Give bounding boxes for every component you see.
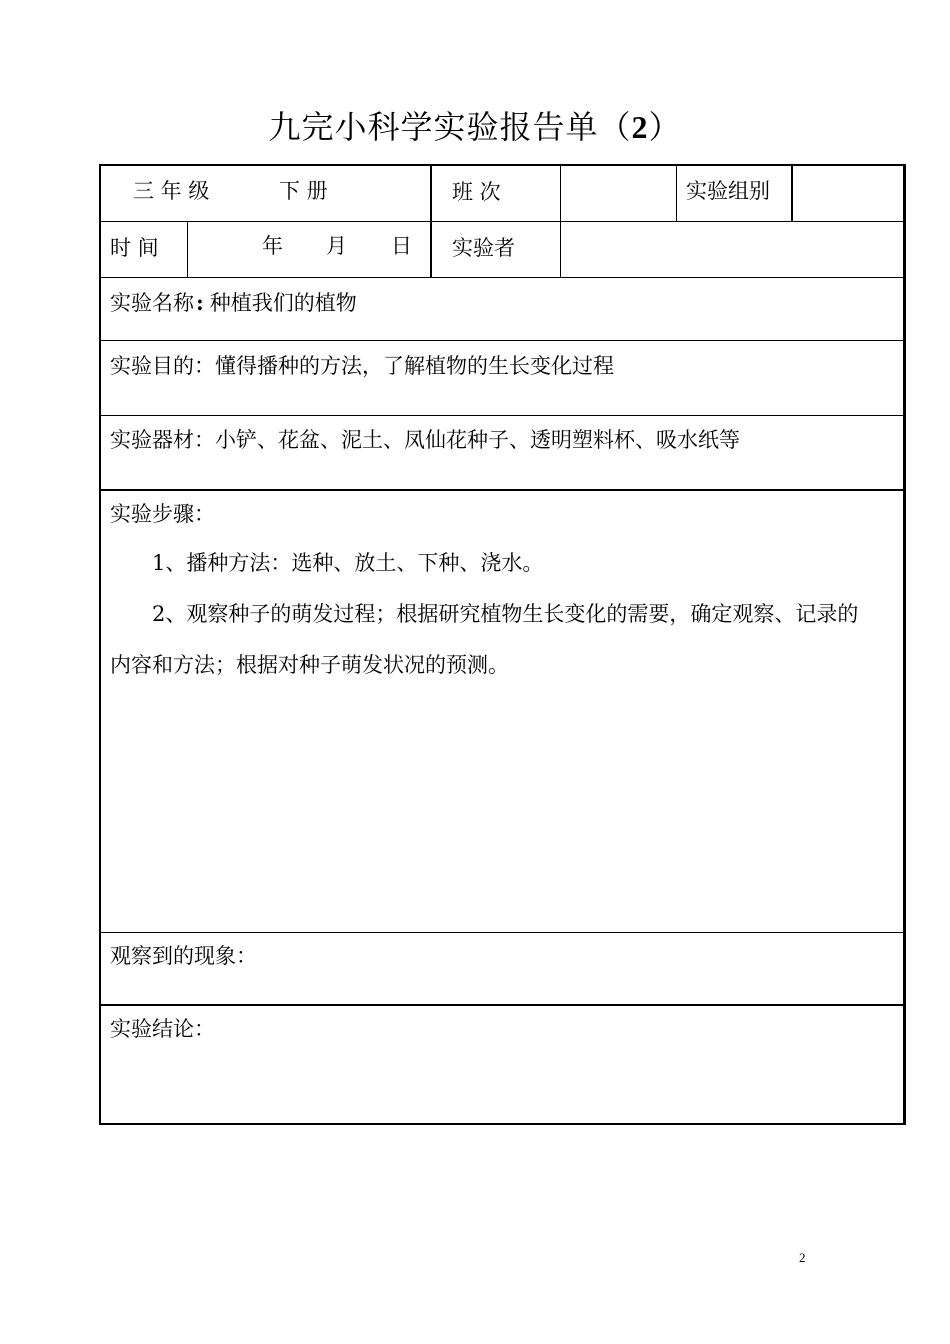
grade-label: 三 年 级: [133, 179, 210, 203]
header-row-2: [101, 222, 903, 278]
time-label: 时 间: [110, 236, 159, 260]
title-close: ）: [648, 108, 682, 146]
volume-label: 下 册: [279, 179, 328, 203]
observation-row: [101, 933, 903, 1006]
experiment-name-label: 实验名称: [110, 291, 194, 315]
title-number: 2: [631, 109, 649, 145]
year-label: 年: [262, 234, 283, 258]
divider: [430, 222, 432, 277]
header-row-1: [101, 166, 903, 222]
page-title: [0, 102, 950, 148]
group-label: 实验组别: [686, 179, 770, 203]
divider: [560, 166, 561, 221]
step-2-line-2: 内容和方法；根据对种子萌发状况的预测。: [110, 653, 509, 677]
step-1: 1、播种方法：选种、放土、下种、浇水。: [152, 551, 544, 575]
page-number: 2: [799, 1250, 806, 1265]
divider: [791, 166, 793, 221]
observation-label: 观察到的现象：: [110, 944, 257, 968]
report-table: [99, 164, 906, 1125]
class-label: 班 次: [452, 180, 501, 204]
divider: [676, 166, 677, 221]
conclusion-row: [101, 1006, 903, 1123]
experiment-purpose-row: [101, 341, 903, 416]
month-label: 月: [326, 234, 347, 258]
conclusion-label: 实验结论：: [110, 1017, 215, 1041]
divider: [430, 166, 432, 221]
experiment-steps-row: [101, 491, 903, 933]
experiment-name: [110, 287, 357, 317]
experiment-name-colon: :: [196, 290, 204, 315]
experiment-purpose: 实验目的：懂得播种的方法，了解植物的生长变化过程: [110, 354, 614, 378]
divider: [187, 222, 188, 277]
experiment-materials-row: [101, 416, 903, 491]
experimenter-label: 实验者: [452, 236, 515, 260]
experiment-name-row: [101, 278, 903, 341]
steps-label: 实验步骤：: [110, 502, 215, 526]
divider: [560, 222, 561, 277]
title-text: 九完小科学实验报告单（: [268, 108, 632, 146]
step-2-line-1: 2、观察种子的萌发过程；根据研究植物生长变化的需要，确定观察、记录的: [152, 602, 859, 626]
experiment-materials: 实验器材：小铲、花盆、泥土、凤仙花种子、透明塑料杯、吸水纸等: [110, 428, 740, 452]
day-label: 日: [391, 234, 412, 258]
experiment-name-value: 种植我们的植物: [209, 291, 357, 315]
